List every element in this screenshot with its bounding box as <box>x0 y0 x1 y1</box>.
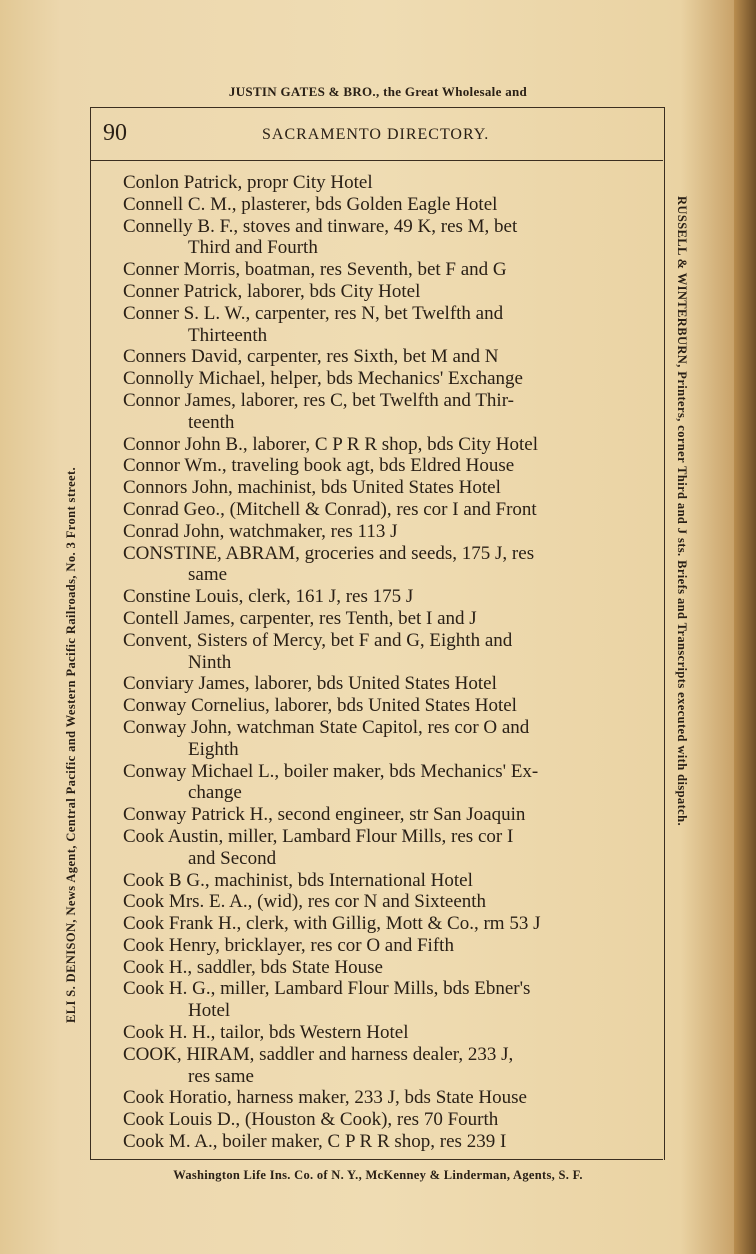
entry-line: Conner S. L. W., carpenter, res N, bet Twelfth and <box>123 302 504 324</box>
directory-entry <box>123 1131 643 1153</box>
entry-line: Contell James, carpenter, res Tenth, bet I and J <box>123 607 477 629</box>
entry-line: Conway John, watchman State Capitol, res cor O and <box>123 716 530 738</box>
entry-line: Cook Mrs. E. A., (wid), res cor N and Sixteenth <box>123 891 487 913</box>
directory-entries <box>123 172 643 1153</box>
entry-line: Conviary James, laborer, bds United States Hotel <box>123 673 497 695</box>
entry-continuation: res same <box>188 1065 254 1087</box>
entry-line: Connolly Michael, helper, bds Mechanics' Exchange <box>123 368 523 390</box>
directory-entry <box>123 434 643 456</box>
bottom-rule <box>90 1159 663 1160</box>
entry-line: Cook Henry, bricklayer, res cor O and Fifth <box>123 934 454 956</box>
entry-line: Cook Austin, miller, Lambard Flour Mills, res cor I <box>123 825 514 847</box>
book-spine-edge <box>734 0 756 1254</box>
entry-line: Constine Louis, clerk, 161 J, res 175 J <box>123 586 414 608</box>
entry-line: Conrad Geo., (Mitchell & Conrad), res cor I and Front <box>123 498 537 520</box>
directory-entry <box>123 673 643 695</box>
directory-entry <box>123 630 643 674</box>
running-head: SACRAMENTO DIRECTORY. <box>262 126 490 143</box>
entry-line: Connell C. M., plasterer, bds Golden Eagle Hotel <box>123 193 498 215</box>
entry-line: Connor James, laborer, res C, bet Twelfth and Thir- <box>123 389 514 411</box>
directory-entry <box>123 368 643 390</box>
directory-entry <box>123 172 643 194</box>
directory-entry <box>123 477 643 499</box>
directory-entry <box>123 455 643 477</box>
entry-line: Connelly B. F., stoves and tinware, 49 K, res M, bet <box>123 215 518 237</box>
directory-entry <box>123 303 643 347</box>
entry-continuation: Hotel <box>188 1000 231 1022</box>
entry-continuation: Thirteenth <box>188 324 268 346</box>
left-margin-advertisement: ELI S. DENISON, News Agent, Central Pacific and Western Pacific Railroads, No. 3 Front street. <box>64 466 78 1023</box>
directory-entry <box>123 826 643 870</box>
directory-entry <box>123 870 643 892</box>
entry-line: Cook H. H., tailor, bds Western Hotel <box>123 1022 409 1044</box>
directory-entry <box>123 891 643 913</box>
directory-entry <box>123 608 643 630</box>
directory-entry <box>123 978 643 1022</box>
directory-entry <box>123 695 643 717</box>
entry-line: Conner Morris, boatman, res Seventh, bet F and G <box>123 259 507 281</box>
entry-line: Conway Patrick H., second engineer, str San Joaquin <box>123 804 526 826</box>
directory-entry <box>123 1044 643 1088</box>
entry-line: Conlon Patrick, propr City Hotel <box>123 172 373 193</box>
directory-entry <box>123 521 643 543</box>
directory-entry <box>123 804 643 826</box>
entry-line: Connor John B., laborer, C P R R shop, bds City Hotel <box>123 433 538 455</box>
directory-entry <box>123 281 643 303</box>
entry-continuation: same <box>188 564 228 586</box>
entry-line: Cook Louis D., (Houston & Cook), res 70 Fourth <box>123 1109 499 1131</box>
directory-entry <box>123 957 643 979</box>
entry-continuation: and Second <box>188 847 277 869</box>
entry-continuation: Ninth <box>188 651 232 673</box>
entry-line: Connor Wm., traveling book agt, bds Eldred House <box>123 455 515 477</box>
directory-entry <box>123 543 643 587</box>
right-margin-advertisement: RUSSELL & WINTERBURN, Printers, corner Third and J sts. Briefs and Transcripts executed with dispatch. <box>675 196 689 826</box>
header-rule <box>90 160 663 161</box>
directory-entry <box>123 390 643 434</box>
directory-entry <box>123 586 643 608</box>
directory-entry <box>123 499 643 521</box>
entry-line: Conrad John, watchmaker, res 113 J <box>123 520 398 542</box>
directory-entry <box>123 1087 643 1109</box>
entry-continuation: Third and Fourth <box>188 237 318 259</box>
entry-line: Conway Michael L., boiler maker, bds Mechanics' Ex- <box>123 760 539 782</box>
entry-line: Cook H., saddler, bds State House <box>123 956 383 978</box>
entry-continuation: change <box>188 782 242 804</box>
bottom-advertisement: Washington Life Ins. Co. of N. Y., McKenney & Linderman, Agents, S. F. <box>173 1168 583 1182</box>
directory-entry <box>123 259 643 281</box>
directory-entry <box>123 1109 643 1131</box>
entry-line: Conway Cornelius, laborer, bds United States Hotel <box>123 695 517 717</box>
directory-entry <box>123 913 643 935</box>
entry-line: Connors John, machinist, bds United States Hotel <box>123 477 501 499</box>
entry-continuation: teenth <box>188 411 235 433</box>
entry-line: Conner Patrick, laborer, bds City Hotel <box>123 280 421 302</box>
entry-line: CONSTINE, ABRAM, groceries and seeds, 175 J, res <box>123 542 535 564</box>
entry-continuation: Eighth <box>188 738 239 760</box>
page-number: 90 <box>103 120 127 146</box>
directory-entry <box>123 761 643 805</box>
directory-entry <box>123 935 643 957</box>
directory-entry <box>123 194 643 216</box>
entry-line: Cook B G., machinist, bds International Hotel <box>123 869 473 891</box>
entry-line: Cook Horatio, harness maker, 233 J, bds State House <box>123 1087 527 1109</box>
directory-entry <box>123 216 643 260</box>
entry-line: Cook H. G., miller, Lambard Flour Mills, bds Ebner's <box>123 978 531 1000</box>
top-advertisement: JUSTIN GATES & BRO., the Great Wholesale and <box>228 84 528 99</box>
directory-entry <box>123 1022 643 1044</box>
entry-line: Conners David, carpenter, res Sixth, bet M and N <box>123 346 499 368</box>
entry-line: Cook M. A., boiler maker, C P R R shop, res 239 I <box>123 1131 507 1153</box>
directory-entry <box>123 346 643 368</box>
entry-line: Cook Frank H., clerk, with Gillig, Mott & Co., rm 53 J <box>123 913 541 935</box>
directory-entry <box>123 717 643 761</box>
entry-line: Convent, Sisters of Mercy, bet F and G, Eighth and <box>123 629 513 651</box>
entry-line: COOK, HIRAM, saddler and harness dealer, 233 J, <box>123 1043 514 1065</box>
